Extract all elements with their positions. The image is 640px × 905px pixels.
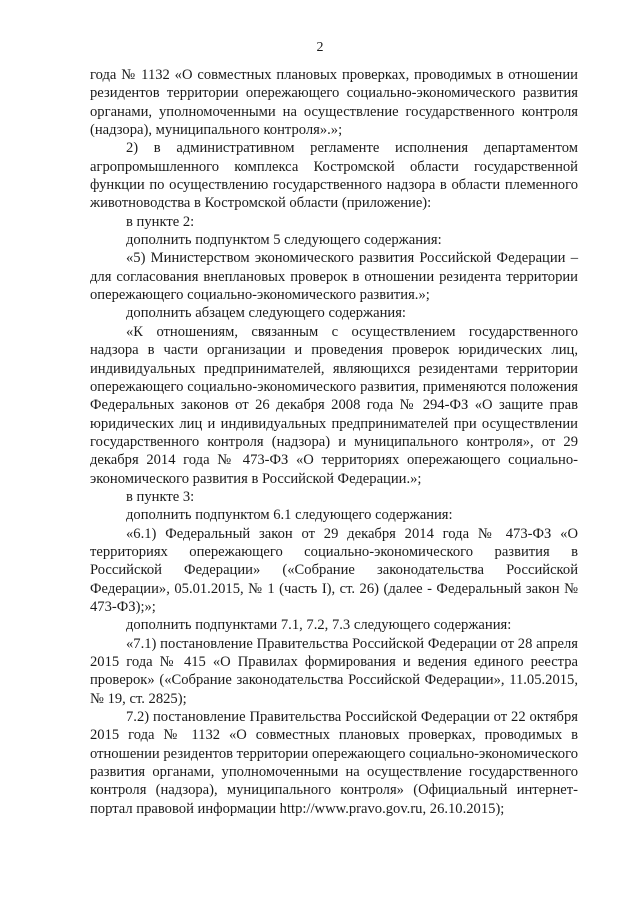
paragraph: 2) в административном регламенте исполнения департаментом агропромышленного комплекса Костромской области государственной функции по осуществлению государственного надзора в области племенного животноводства в Костромской области (приложение): (90, 140, 578, 212)
paragraph: «5) Министерством экономического развития Российской Федерации – для согласования внеплановых проверок в отношении резидента территории опережающего социально-экономического развития.»; (90, 250, 578, 304)
document-body (90, 66, 578, 818)
paragraph: 7.2) постановление Правительства Российской Федерации от 22 октября 2015 года № 1132 «О совместных плановых проверках, проводимых в отношении резидентов территории опережающего социально-экономического развития органами, уполномоченными на осуществление государственного контроля (надзора), муниципального контроля» (Официальный интернет-портал правовой информации http://www.pravo.gov.ru, 26.10.2015); (90, 709, 578, 817)
paragraph: дополнить подпунктами 7.1, 7.2, 7.3 следующего содержания: (126, 617, 512, 634)
paragraph: в пункте 2: (126, 213, 195, 230)
paragraph: «К отношениям, связанным с осуществлением государственного надзора в части организации и проведения проверок юридических лиц, индивидуальных предпринимателей, являющихся резидентами территории опережающего социально-экономического развития, применяются положения Федеральных законов от 26 декабря 2008 года № 294-ФЗ «О защите прав юридических лиц и индивидуальных предпринимателей при осуществлении государственного контроля (надзора) и муниципального контроля», от 29 декабря 2014 года № 473-ФЗ «О территориях опережающего социально-экономического развития в Российской Федерации.»; (90, 323, 578, 487)
paragraph: в пункте 3: (126, 488, 195, 505)
paragraph: дополнить подпунктом 5 следующего содержания: (126, 232, 442, 249)
paragraph: дополнить подпунктом 6.1 следующего содержания: (126, 507, 453, 524)
paragraph: «7.1) постановление Правительства Российской Федерации от 28 апреля 2015 года № 415 «О Правилах формирования и ведения единого реестра проверок» («Собрание законодательства Российской Федерации», 11.05.2015, № 19, ст. 2825); (90, 635, 578, 707)
page-number: 2 (316, 40, 324, 55)
paragraph: «6.1) Федеральный закон от 29 декабря 2014 года № 473-ФЗ «О территориях опережающего социально-экономического развития в Российской Федерации» («Собрание законодательства Российской Федерации», 05.01.2015, № 1 (часть I), ст. 26) (далее - Федеральный закон № 473-ФЗ);»; (90, 525, 578, 615)
paragraph: дополнить абзацем следующего содержания: (126, 305, 406, 322)
paragraph: года № 1132 «О совместных плановых проверках, проводимых в отношении резидентов территории опережающего социально-экономического развития органами, уполномоченными на осуществление государственного контроля (надзора), муниципального контроля».»; (90, 67, 578, 139)
